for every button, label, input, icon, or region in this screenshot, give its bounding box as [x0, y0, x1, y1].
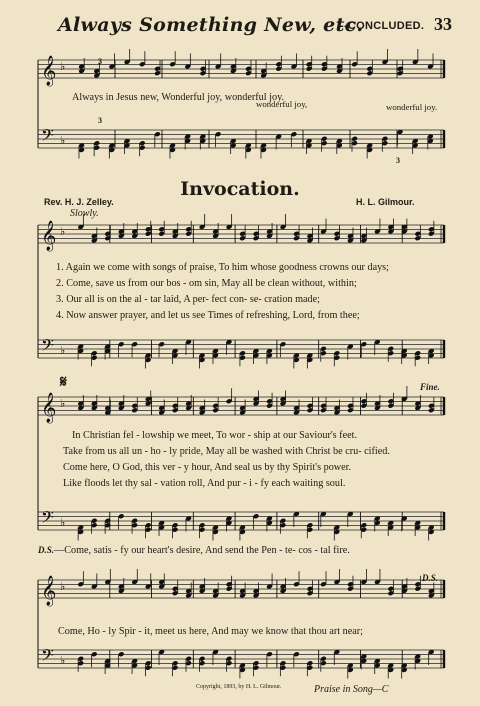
section2-line-2: Take from us all un - ho - ly pride, May all be washed with Christ be cru- cified. [63, 446, 390, 457]
hymn-author: Rev. H. J. Zelley. [44, 197, 114, 207]
copyright-notice: Copyright, 1893, by H. L. Gilmour. [196, 684, 282, 690]
section2-line-3: Come here, O God, this ver - y hour, And seal us by thy Spirit's power. [63, 462, 352, 473]
triplet-figure-bass-a: 3 [98, 116, 102, 125]
ds-line-text: —Come, satis - fy our heart's desire, And send the Pen - te- cos - tal fire. [54, 545, 350, 556]
ds-label: D.S. [38, 545, 55, 555]
flat-icon: ♭ [60, 517, 66, 529]
ds-mark: D.S. [422, 573, 439, 583]
flat-icon: ♭ [60, 226, 66, 238]
refrain-last-line: Come, Ho - ly Spir - it, meet us here, And may we know that thou art near; [58, 626, 363, 637]
clef-icon: 𝄞 [41, 576, 57, 606]
page-number: 33 [434, 14, 452, 34]
section2-line-4: Like floods let thy sal - vation roll, And pur - i - fy each waiting soul. [63, 478, 346, 489]
page-header-status: --CONCLUDED. [340, 20, 425, 32]
flat-icon: ♭ [60, 655, 66, 667]
flat-icon: ♭ [60, 581, 66, 593]
verse-line-3: 3. Our all is on the al - tar laid, A per- fect con- se- cration made; [56, 294, 321, 305]
promo-text: Praise in Song—C [314, 684, 389, 695]
clef-icon: 𝄞 [41, 56, 57, 86]
echo-lyric-1: wonderful joy, [256, 99, 308, 109]
clef-icon: 𝄞 [41, 393, 57, 423]
clef-icon: 𝄢 [41, 507, 54, 531]
tempo-marking: Slowly. [70, 208, 99, 219]
flat-icon: ♭ [60, 135, 66, 147]
clef-icon: 𝄢 [41, 125, 54, 149]
flat-icon: ♭ [60, 345, 66, 357]
clef-icon: 𝄢 [41, 645, 54, 669]
flat-icon: ♭ [60, 398, 66, 410]
flat-icon: ♭ [60, 61, 66, 73]
section2-line-1: In Christian fel - lowship we meet, To wor - ship at our Saviour's feet. [72, 430, 357, 441]
system1-lyric: Always in Jesus new, Wonderful joy, wonderful joy. [72, 92, 285, 103]
verse-line-2: 2. Come, save us from our bos - om sin, May all be clean without, within; [56, 278, 357, 289]
echo-lyric-2: wonderful joy. [386, 102, 438, 112]
clef-icon: 𝄞 [41, 221, 57, 251]
fine-mark: Fine. [420, 382, 440, 392]
verse-line-4: 4. Now answer prayer, and let us see Times of refreshing, Lord, from thee; [56, 310, 360, 321]
ds-line [38, 545, 350, 556]
clef-icon: 𝄢 [41, 335, 54, 359]
segno-sign: 𝄋 [60, 374, 67, 391]
triplet-figure-treble: 3 [98, 57, 102, 66]
hymn-title: Invocation. [180, 178, 300, 200]
verse-line-1: 1. Again we come with songs of praise, To him whose goodness crowns our days; [56, 262, 389, 273]
triplet-figure-bass-b: 3 [396, 156, 400, 165]
page-header-title: Always Something New, etc. [58, 14, 364, 36]
hymn-composer: H. L. Gilmour. [356, 197, 415, 207]
